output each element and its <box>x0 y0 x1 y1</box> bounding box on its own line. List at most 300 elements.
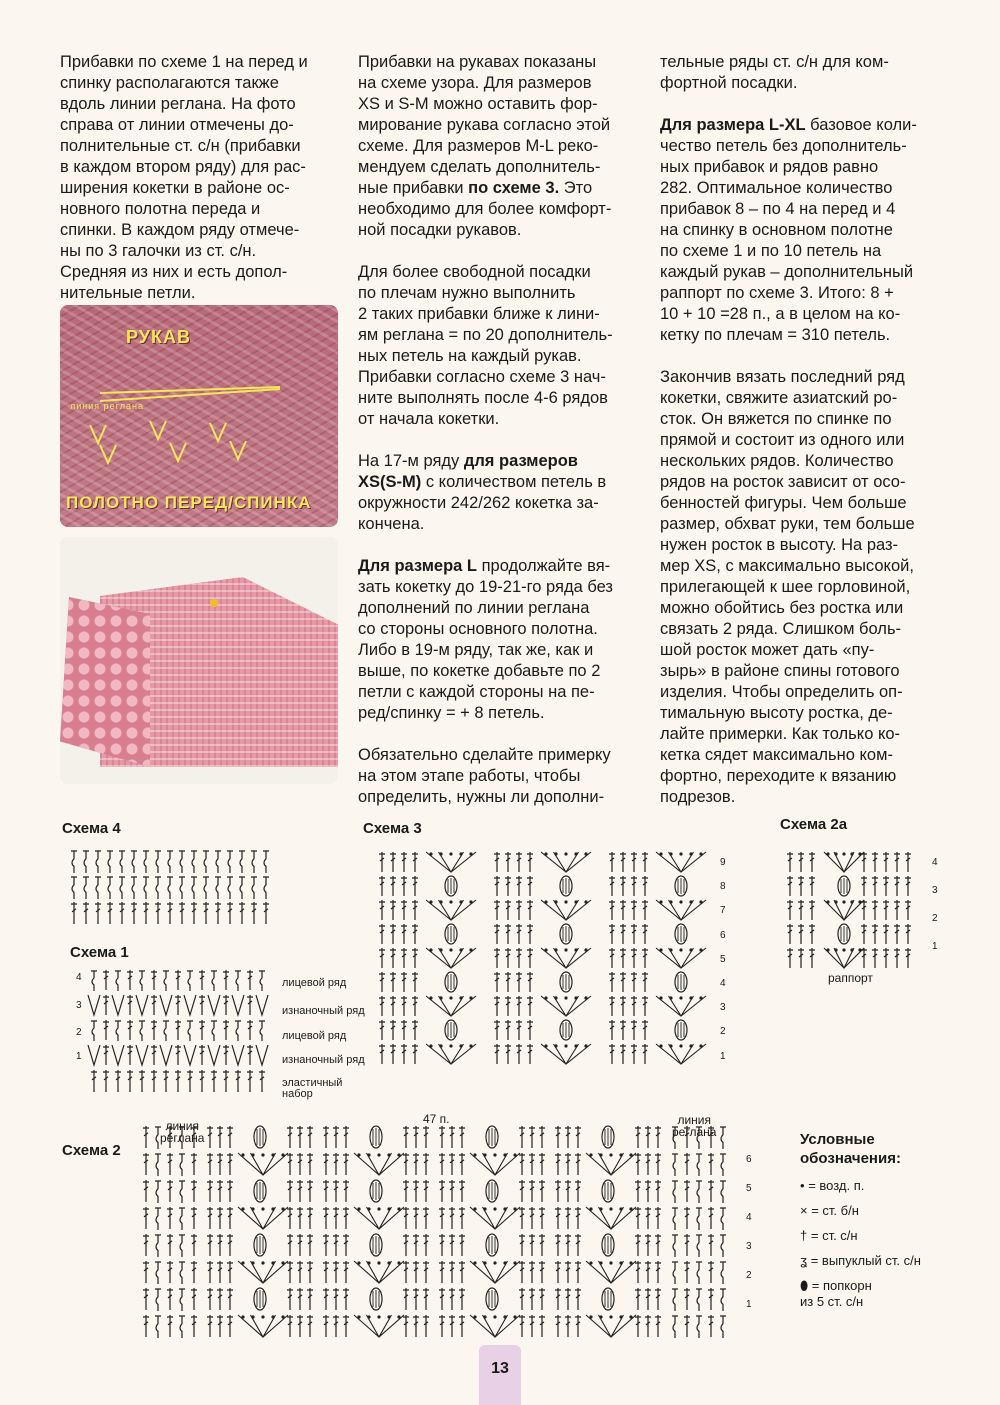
dc-symbol <box>223 995 229 1015</box>
row-number: 5 <box>720 953 726 965</box>
page-number: 13 <box>479 1345 521 1405</box>
post-dc-symbol <box>696 1208 702 1230</box>
dc-symbol <box>894 900 900 920</box>
dc-symbol <box>645 1288 651 1310</box>
post-dc-symbol <box>155 1289 161 1311</box>
dc-symbol <box>412 1044 418 1064</box>
dc-symbol <box>620 948 626 968</box>
dc-symbol <box>883 876 889 896</box>
post-dc-symbol <box>155 851 161 873</box>
dc-symbol <box>655 1207 661 1229</box>
popcorn-lines <box>605 1128 611 1146</box>
dc-symbol <box>642 1020 648 1040</box>
dc-symbol <box>798 852 804 872</box>
dc-symbol <box>103 1020 109 1040</box>
dc-symbol <box>179 902 185 924</box>
chain-dot <box>367 1207 370 1210</box>
photo-marker-pin <box>210 599 218 607</box>
post-dc-symbol <box>720 1181 726 1203</box>
chain-dot <box>619 1315 622 1318</box>
photo-yoke-detail <box>60 305 338 527</box>
dc-symbol <box>401 852 407 872</box>
chain-dot <box>659 948 662 951</box>
dc-symbol <box>333 1207 339 1229</box>
chain-dot <box>469 852 472 855</box>
chain-dot <box>439 948 442 951</box>
inc-symbol <box>136 1045 148 1065</box>
dc-symbol <box>449 1261 455 1283</box>
dc-symbol <box>379 924 385 944</box>
chain-dot <box>564 948 567 951</box>
dc-stitch-icon: † <box>800 1228 808 1243</box>
dc-symbol <box>191 1315 197 1337</box>
chain-dot <box>493 1261 496 1264</box>
s1-row-label-1: изнаночный ряд <box>282 1054 365 1066</box>
dc-symbol <box>787 900 793 920</box>
dc-symbol <box>227 902 233 924</box>
post-dc-symbol <box>107 851 113 873</box>
dc-symbol <box>684 1234 690 1256</box>
dc-symbol <box>217 1234 223 1256</box>
post-dc-symbol <box>259 971 265 991</box>
chain-dot <box>659 852 662 855</box>
row-number: 9 <box>720 857 726 868</box>
chain-dot <box>669 852 672 855</box>
post-dc-symbol <box>155 1127 161 1149</box>
dc-symbol <box>631 876 637 896</box>
dc-symbol <box>516 852 522 872</box>
right-paragraph-1: тельные ряды ст. с/н для ком- фортной посадки. <box>660 53 889 92</box>
chain-dot <box>834 852 837 855</box>
row-number: 5 <box>746 1183 752 1194</box>
dc-symbol <box>539 1261 545 1283</box>
s1-num-3: 3 <box>76 1000 82 1011</box>
popcorn-lines <box>841 926 847 942</box>
dc-symbol <box>642 852 648 872</box>
dc-symbol <box>390 948 396 968</box>
popcorn-lines <box>373 1290 379 1308</box>
dc-symbol <box>412 996 418 1016</box>
post-dc-symbol <box>672 1181 678 1203</box>
dc-symbol <box>529 1261 535 1283</box>
dc-symbol <box>529 1207 535 1229</box>
post-dc-symbol <box>179 1181 185 1203</box>
post-dc-symbol <box>139 971 145 991</box>
inc-symbol <box>88 995 100 1015</box>
dc-symbol <box>423 1261 429 1283</box>
legend-item-post-dc: ʓ = выпуклый ст. с/н <box>800 1253 921 1268</box>
dc-symbol <box>575 1288 581 1310</box>
chain-dot <box>574 852 577 855</box>
dc-symbol <box>620 876 626 896</box>
dc-symbol <box>449 1234 455 1256</box>
chain-dot <box>699 996 702 999</box>
dc-symbol <box>343 1315 349 1337</box>
dc-symbol <box>505 900 511 920</box>
chain-dot <box>679 948 682 951</box>
chain-dot <box>689 948 692 951</box>
left-paragraph: Прибавки по схеме 1 на перед и спинку располагаются также вдоль линии реглана. На фото справа от линии отмечены до- полнительные ст. с/н (прибавки в каждом втором ряду) для рас- ширения кокетки в районе ос- новного полотна переда и спинки. В каждом ряду отмече- ны по 3 галочки из ст. с/н. Средняя из них и есть допол- нительные петли. <box>60 53 308 302</box>
chain-dot <box>377 1315 380 1318</box>
row-number: 2 <box>746 1270 752 1281</box>
dc-symbol <box>191 1180 197 1202</box>
chain-dot <box>459 996 462 999</box>
dc-symbol <box>798 924 804 944</box>
dc-symbol <box>609 876 615 896</box>
s2a-rapport-label: раппорт <box>828 971 873 985</box>
dc-symbol <box>555 1180 561 1202</box>
dc-symbol <box>167 1288 173 1310</box>
popcorn-lines <box>841 878 847 894</box>
popcorn-icon: ⬮ <box>800 1278 809 1293</box>
dc-symbol <box>631 972 637 992</box>
dc-symbol <box>151 1020 157 1040</box>
dc-symbol <box>439 1207 445 1229</box>
dc-symbol <box>883 948 889 968</box>
dc-symbol <box>323 1207 329 1229</box>
dc-symbol <box>287 1126 293 1148</box>
dc-symbol <box>390 1044 396 1064</box>
dc-symbol <box>423 1126 429 1148</box>
dc-symbol <box>642 996 648 1016</box>
dc-symbol <box>412 876 418 896</box>
chain-dot <box>679 852 682 855</box>
chain-dot <box>669 948 672 951</box>
dc-symbol <box>207 1288 213 1310</box>
row-number: 1 <box>720 1050 726 1062</box>
dc-symbol <box>609 852 615 872</box>
chain-dot <box>271 1153 274 1156</box>
post-dc-symbol <box>155 877 161 899</box>
chain-dot <box>659 996 662 999</box>
dc-symbol <box>413 1288 419 1310</box>
post-dc-symbol <box>71 877 77 899</box>
dc-symbol <box>390 972 396 992</box>
dc-symbol <box>227 1234 233 1256</box>
dc-symbol <box>167 1207 173 1229</box>
dc-symbol <box>449 1126 455 1148</box>
dc-symbol <box>167 1315 173 1337</box>
dc-symbol <box>401 972 407 992</box>
dc-symbol <box>459 1315 465 1337</box>
post-dc-symbol <box>187 971 193 991</box>
dc-symbol <box>323 1288 329 1310</box>
dc-symbol <box>872 852 878 872</box>
dc-symbol <box>217 1180 223 1202</box>
dc-symbol <box>227 1207 233 1229</box>
post-dc-symbol <box>235 971 241 991</box>
dc-symbol <box>609 948 615 968</box>
middle-paragraph-1: Прибавки на рукавах показаны на схеме узора. Для размеров XS и S-M можно оставить фор- мирование рукава согласно этой схеме. Для размеров M-L реко- мендуем сделать дополнитель- ные прибавки по схеме 3. Это необходимо для более комфорт- ной посадки рукавов. <box>358 53 612 239</box>
popcorn-lines <box>605 1236 611 1254</box>
row-number: 1 <box>746 1299 752 1310</box>
dc-symbol <box>413 1261 419 1283</box>
dc-symbol <box>494 948 500 968</box>
dc-symbol <box>519 1234 525 1256</box>
dc-symbol <box>323 1153 329 1175</box>
chain-dot <box>503 1207 506 1210</box>
chain-dot <box>689 1044 692 1047</box>
dc-symbol <box>645 1261 651 1283</box>
chain-dot <box>842 900 845 903</box>
dc-symbol <box>883 852 889 872</box>
post-dc-symbol <box>187 1021 193 1041</box>
chain-dot <box>261 1261 264 1264</box>
s1-row-label-3: изнаночный ряд <box>282 1005 365 1017</box>
dc-symbol <box>684 1288 690 1310</box>
dc-symbol <box>527 996 533 1016</box>
dc-symbol <box>809 852 815 872</box>
dc-symbol <box>143 1315 149 1337</box>
dc-symbol <box>403 1207 409 1229</box>
chain-dot <box>449 996 452 999</box>
dc-symbol <box>809 876 815 896</box>
dc-symbol <box>227 1315 233 1337</box>
dc-symbol <box>143 1153 149 1175</box>
dc-symbol <box>516 924 522 944</box>
dc-symbol <box>635 1315 641 1337</box>
dc-symbol <box>127 995 133 1015</box>
dc-symbol <box>620 924 626 944</box>
inc-symbol <box>184 1045 196 1065</box>
chain-dot <box>473 1315 476 1318</box>
popcorn-lines <box>257 1182 263 1200</box>
dc-symbol <box>620 1044 626 1064</box>
dc-symbol <box>127 970 133 990</box>
popcorn-lines <box>678 1022 684 1038</box>
dc-symbol <box>620 1020 626 1040</box>
row-number: 4 <box>720 978 726 989</box>
dc-symbol <box>539 1207 545 1229</box>
dc-symbol <box>449 1207 455 1229</box>
dc-symbol <box>235 1070 241 1092</box>
dc-symbol <box>684 1315 690 1337</box>
dc-symbol <box>519 1261 525 1283</box>
chain-dot <box>554 900 557 903</box>
dc-symbol <box>529 1234 535 1256</box>
popcorn-lines <box>563 926 569 942</box>
dc-symbol <box>905 852 911 872</box>
post-dc-symbol <box>179 1154 185 1176</box>
dc-symbol <box>343 1153 349 1175</box>
dc-symbol <box>227 1261 233 1283</box>
dc-symbol <box>379 852 385 872</box>
chain-dot <box>367 1153 370 1156</box>
post-dc-symbol <box>211 971 217 991</box>
post-dc-symbol <box>179 1127 185 1149</box>
row-number: 6 <box>746 1154 752 1165</box>
dc-symbol <box>519 1126 525 1148</box>
dc-symbol <box>620 900 626 920</box>
legend-item-sc: × = ст. б/н <box>800 1203 859 1218</box>
chain-dot <box>357 1153 360 1156</box>
chain-dot <box>449 900 452 903</box>
dc-symbol <box>635 1153 641 1175</box>
dc-symbol <box>167 1261 173 1283</box>
chain-dot <box>241 1261 244 1264</box>
post-dc-symbol <box>163 971 169 991</box>
column-middle <box>358 52 648 829</box>
post-dc-symbol <box>696 1154 702 1176</box>
chain-dot <box>459 900 462 903</box>
dc-symbol <box>323 1126 329 1148</box>
post-dc-symbol <box>235 1021 241 1041</box>
dc-symbol <box>127 1045 133 1065</box>
dc-symbol <box>343 1180 349 1202</box>
dc-symbol <box>798 900 804 920</box>
dc-symbol <box>642 1044 648 1064</box>
popcorn-lines <box>489 1128 495 1146</box>
post-dc-symbol <box>95 877 101 899</box>
post-dc-symbol <box>672 1316 678 1338</box>
dc-symbol <box>505 852 511 872</box>
dot-icon: • <box>800 1178 805 1193</box>
dc-symbol <box>217 1261 223 1283</box>
chain-dot <box>826 948 829 951</box>
dc-symbol <box>151 995 157 1015</box>
dc-symbol <box>565 1153 571 1175</box>
dc-symbol <box>175 1020 181 1040</box>
chain-dot <box>689 900 692 903</box>
dc-symbol <box>297 1207 303 1229</box>
chain-dot <box>377 1261 380 1264</box>
dc-symbol <box>215 902 221 924</box>
dc-symbol <box>307 1207 313 1229</box>
dc-symbol <box>575 1261 581 1283</box>
dc-symbol <box>151 1070 157 1092</box>
post-dc-symbol <box>696 1316 702 1338</box>
chain-dot <box>599 1261 602 1264</box>
post-dc-symbol <box>71 851 77 873</box>
column-left <box>60 52 345 325</box>
dc-symbol <box>343 1261 349 1283</box>
chain-dot <box>629 1315 632 1318</box>
dc-symbol <box>883 900 889 920</box>
dc-symbol <box>635 1126 641 1148</box>
dc-symbol <box>787 876 793 896</box>
post-dc-symbol <box>191 877 197 899</box>
dc-symbol <box>494 924 500 944</box>
dc-symbol <box>798 876 804 896</box>
dc-symbol <box>631 900 637 920</box>
chain-dot <box>544 1044 547 1047</box>
post-dc-symbol <box>672 1262 678 1284</box>
post-dc-symbol <box>259 1021 265 1041</box>
dc-symbol <box>684 1153 690 1175</box>
inc-symbol <box>256 1045 268 1065</box>
chain-dot <box>387 1207 390 1210</box>
chain-dot <box>619 1153 622 1156</box>
chain-dot <box>669 900 672 903</box>
dc-symbol <box>516 1044 522 1064</box>
chain-dot <box>689 996 692 999</box>
popcorn-lines <box>257 1290 263 1308</box>
dc-symbol <box>403 1180 409 1202</box>
popcorn-lines <box>257 1236 263 1254</box>
post-dc-symbol <box>155 1154 161 1176</box>
chain-dot <box>251 1261 254 1264</box>
dc-symbol <box>516 948 522 968</box>
dc-symbol <box>539 1288 545 1310</box>
post-dc-symbol <box>155 1316 161 1338</box>
chain-dot <box>513 1153 516 1156</box>
dc-symbol <box>905 900 911 920</box>
dc-symbol <box>519 1315 525 1337</box>
post-dc-symbol <box>672 1127 678 1149</box>
chain-dot <box>609 1207 612 1210</box>
post-dc-symbol <box>179 851 185 873</box>
dc-symbol <box>642 972 648 992</box>
dc-symbol <box>565 1288 571 1310</box>
dc-symbol <box>217 1153 223 1175</box>
dc-symbol <box>539 1315 545 1337</box>
scheme-3-title: Схема 3 <box>363 820 422 837</box>
chain-dot <box>241 1315 244 1318</box>
dc-symbol <box>642 924 648 944</box>
chain-dot <box>850 948 853 951</box>
chain-dot <box>367 1315 370 1318</box>
chain-dot <box>261 1153 264 1156</box>
dc-symbol <box>905 924 911 944</box>
dc-symbol <box>333 1315 339 1337</box>
chain-dot <box>599 1315 602 1318</box>
dc-symbol <box>631 924 637 944</box>
dc-symbol <box>905 876 911 896</box>
chain-dot <box>699 948 702 951</box>
chain-dot <box>387 1261 390 1264</box>
chain-dot <box>629 1153 632 1156</box>
dc-symbol <box>247 995 253 1015</box>
legend-item-popcorn: ⬮ = попкорн из 5 ст. с/н <box>800 1278 872 1309</box>
dc-symbol <box>333 1126 339 1148</box>
popcorn-lines <box>489 1182 495 1200</box>
dc-symbol <box>655 1288 661 1310</box>
chain-dot <box>554 1044 557 1047</box>
chain-dot <box>429 1044 432 1047</box>
post-dc-symbol <box>119 877 125 899</box>
dc-symbol <box>287 1288 293 1310</box>
dc-symbol <box>883 924 889 944</box>
dc-symbol <box>519 1180 525 1202</box>
chain-dot <box>469 1044 472 1047</box>
dc-symbol <box>519 1153 525 1175</box>
dc-symbol <box>379 948 385 968</box>
dc-symbol <box>199 1045 205 1065</box>
dc-symbol <box>809 900 815 920</box>
chain-dot <box>858 852 861 855</box>
inc-symbol <box>136 995 148 1015</box>
dc-symbol <box>527 948 533 968</box>
right-paragraph-2: Для размера L-XL базовое коли- чество петель без дополнитель- ных прибавок и рядов равно 282. Оптимальное количество прибавок 8 – по 4 на перед и 4 на спинку в основном полотне по схеме 1 и по 10 петель на каждый рукав – дополнительный раппорт по схеме 3. Итого: 8 + 10 + 10 =28 п., а в целом на ко- кетку по плечам = 310 петель. <box>660 116 917 344</box>
dc-symbol <box>645 1315 651 1337</box>
post-dc-symbol <box>251 851 257 873</box>
post-dc-symbol <box>115 971 121 991</box>
dc-symbol <box>555 1126 561 1148</box>
dc-symbol <box>645 1207 651 1229</box>
post-dc-symbol <box>179 1208 185 1230</box>
chain-dot <box>439 852 442 855</box>
dc-symbol <box>151 970 157 990</box>
chain-dot <box>619 1261 622 1264</box>
chain-dot <box>459 852 462 855</box>
post-dc-symbol <box>155 1235 161 1257</box>
chain-dot <box>544 948 547 951</box>
dc-symbol <box>529 1180 535 1202</box>
dc-symbol <box>609 924 615 944</box>
dc-symbol <box>199 1070 205 1092</box>
post-dc-symbol <box>179 1262 185 1284</box>
dc-symbol <box>199 995 205 1015</box>
